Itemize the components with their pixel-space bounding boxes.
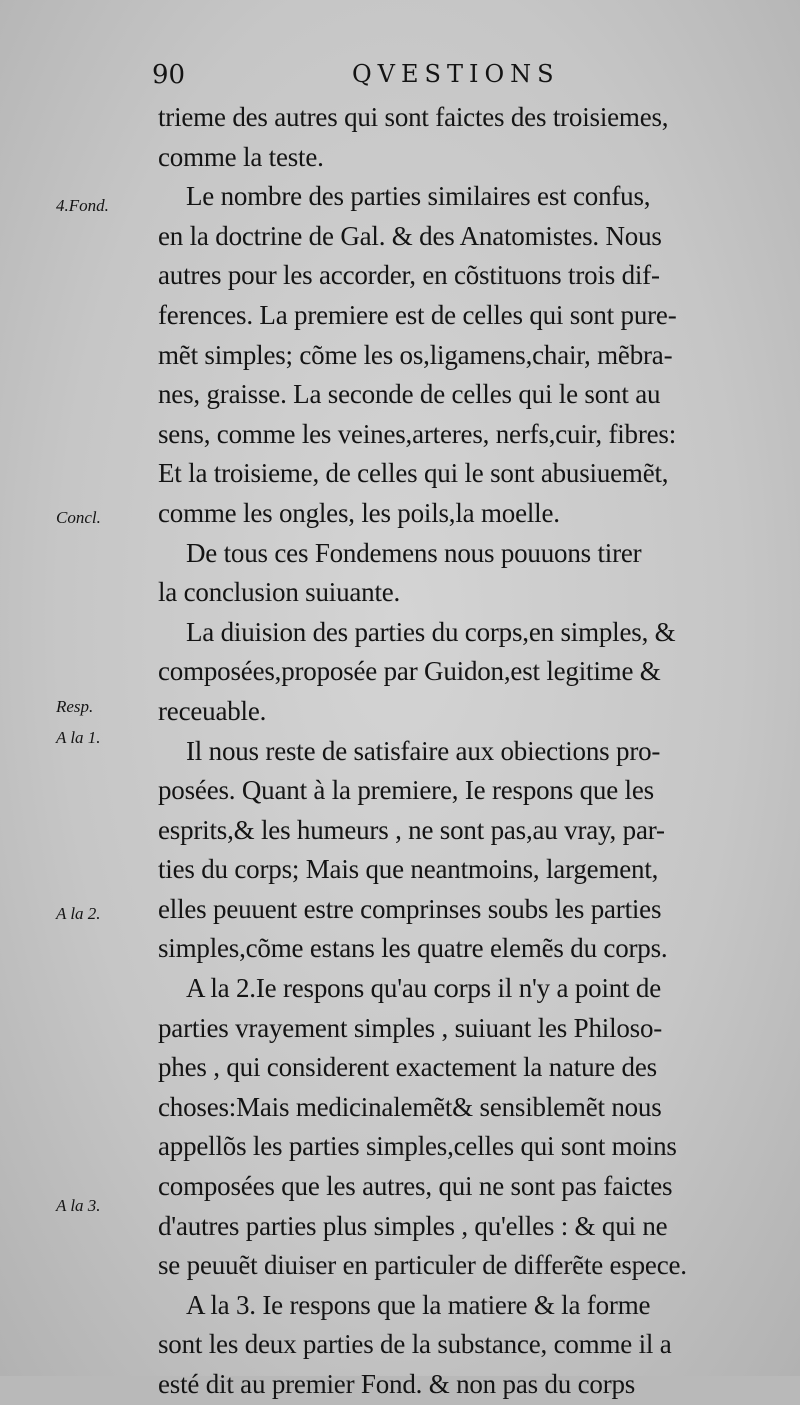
text-line: sont les deux parties de la substance, comme il a [158, 1329, 672, 1360]
text-line: A la 3. Ie respons que la matiere & la forme [186, 1289, 651, 1320]
text-line: Le nombre des parties similaires est confus, [186, 181, 651, 212]
text-line: receuable. [158, 695, 267, 726]
text-line: autres pour les accorder, en cõstituons trois dif- [158, 260, 660, 291]
margin-note-a-la-1: A la 1. [56, 728, 101, 747]
text-line: phes , qui considerent exactement la nature des [158, 1052, 657, 1083]
text-line: sens, comme les veines,arteres, nerfs,cuir, fibres: [158, 418, 677, 449]
margin-note-a-la-2: A la 2. [56, 904, 101, 923]
running-title: QVESTIONS [352, 60, 560, 88]
text-line: posées. Quant à la premiere, Ie respons que les [158, 775, 654, 806]
text-line: elles peuuent estre comprinses soubs les parties [158, 893, 662, 924]
margin-note-concl: Concl. [56, 508, 101, 527]
text-line: La diuision des parties du corps,en simples, & [186, 616, 676, 647]
text-line: simples,cõme estans les quatre elemẽs du corps. [158, 933, 668, 964]
text-line: appellõs les parties simples,celles qui sont moins [158, 1131, 677, 1162]
text-line: composées que les autres, qui ne sont pas faictes [158, 1171, 673, 1202]
body-text [158, 98, 768, 1405]
text-line: se peuuẽt diuiser en particuler de differẽte espece. [158, 1250, 687, 1281]
text-line: la conclusion suiuante. [158, 577, 401, 608]
text-line: De tous ces Fondemens nous pouuons tirer [186, 537, 642, 568]
text-line: trieme des autres qui sont faictes des troisiemes, [158, 102, 669, 132]
text-line: esprits,& les humeurs , ne sont pas,au vray, par- [158, 814, 665, 845]
page-number: 90 [152, 60, 186, 90]
text-line: en la doctrine de Gal. & des Anatomistes. Nous [158, 220, 662, 251]
text-line: comme les ongles, les poils,la moelle. [158, 497, 560, 528]
text-line: Et la troisieme, de celles qui le sont abusiuemẽt, [158, 458, 669, 489]
text-line: choses:Mais medicinalemẽt& sensiblemẽt nous [158, 1091, 662, 1122]
margin-note-resp: Resp. [56, 697, 94, 716]
text-line: mẽt simples; cõme les os,ligamens,chair, mẽbra- [158, 339, 673, 370]
text-line: parties vrayement simples , suiuant les Philoso- [158, 1012, 663, 1043]
text-line: comme la teste. [158, 141, 324, 172]
text-line: ferences. La premiere est de celles qui sont pure- [158, 299, 677, 330]
text-line: composées,proposée par Guidon,est legitime & [158, 656, 661, 687]
text-line: esté dit au premier Fond. & non pas du corps [158, 1369, 636, 1399]
margin-note-a-la-3: A la 3. [56, 1196, 101, 1215]
text-line: nes, graisse. La seconde de celles qui le sont au [158, 379, 661, 410]
page-header [152, 60, 592, 96]
text-line: d'autres parties plus simples , qu'elles : & qui ne [158, 1210, 668, 1241]
text-line: A la 2.Ie respons qu'au corps il n'y a point de [186, 973, 661, 1004]
text-line: ties du corps; Mais que neantmoins, largement, [158, 854, 659, 885]
text-line: Il nous reste de satisfaire aux obiections pro- [186, 735, 661, 766]
margin-note-fond: 4.Fond. [56, 196, 109, 215]
